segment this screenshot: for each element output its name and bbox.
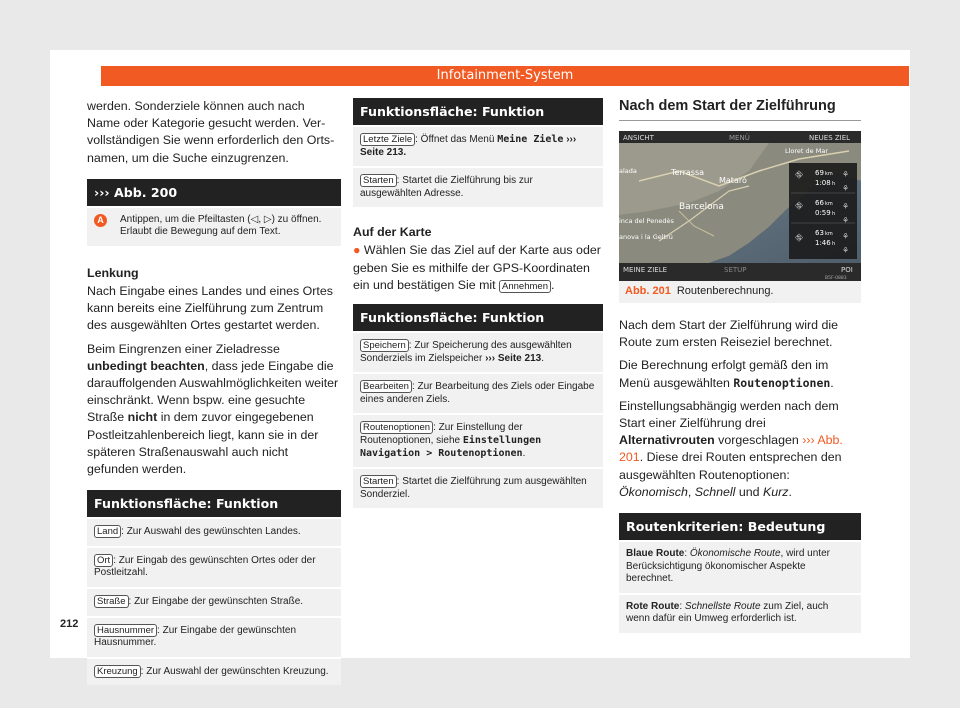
hausnummer-key: Hausnummer (94, 624, 157, 637)
route-km: 66 (815, 199, 824, 207)
route-km: 63 (815, 229, 824, 237)
routenkriterien-table (619, 513, 861, 633)
kreuzung-key: Kreuzung (94, 665, 141, 678)
place-label: Mataró (719, 176, 747, 185)
berechnung-paragraph: Die Berechnung erfolgt gemäß den im Menü ausgewählten Routenoptionen. (619, 358, 834, 390)
svg-text:⚘: ⚘ (842, 232, 850, 241)
karte-function-table (353, 304, 603, 508)
chapter-header: Infotainment-System (101, 66, 909, 86)
figure-code: B5F-0883 (825, 276, 847, 281)
column-right (619, 98, 861, 633)
bearbeiten-key: Bearbeiten (360, 380, 412, 393)
tab-ansicht: ANSICHT (623, 134, 654, 142)
table-row: Routenoptionen : Zur Einstellung der Routenoptionen, siehe Einstellungen Navigation > Routenoptionen. (353, 413, 603, 467)
strasse-key: Straße (94, 595, 129, 608)
svg-text:⚘: ⚘ (842, 184, 850, 193)
svg-text:h: h (832, 181, 836, 187)
table-row: Letzte Ziele : Öffnet das Menü Meine Ziele ››› Seite 213. (353, 125, 603, 166)
lenkung-heading: Lenkung (87, 266, 139, 280)
route-km: 69 (815, 169, 824, 177)
svg-text:⚘: ⚘ (842, 246, 850, 255)
place-label: Terrassa (671, 168, 705, 177)
callout-a-badge: A (94, 214, 107, 227)
table-row: Ort : Zur Eingab des gewünschten Ortes oder der Postleitzahl. (87, 546, 341, 587)
table-row: Land : Zur Auswahl des gewünschten Landes. (87, 517, 341, 546)
figure-abb201 (619, 131, 861, 303)
letzte-ziele-key: Letzte Ziele (360, 133, 415, 146)
eingrenzen-paragraph: Beim Eingrenzen einer Zieladresse unbedingt beachten, dass jede Eingabe die darauffolgenden Auswahlmöglichkeiten weiter einschränkt. Wenn bspw. eine gesuchte Straße nicht in dem zuvor eingegebenen Postleitzahlenbereich liegt, kann sie in der späteren Straßenauswahl auch nicht gefunden werden. (87, 341, 339, 477)
figure-caption: Abb. 201 Routenberechnung. (625, 285, 774, 297)
tab-setup: SETUP (724, 266, 747, 274)
route-icon: ⛗ (795, 233, 803, 244)
table-row: Blaue Route: Ökonomische Route, wird unter Berücksichtigung ökonomischer Aspekte berechnet. (619, 540, 861, 593)
tab-meine-ziele: MEINE ZIELE (623, 266, 668, 274)
alternativrouten-paragraph: Einstellungsabhängig werden nach dem Start einer Zielführung drei Alternativrouten vorgeschlagen ››› Abb. 201. Diese drei Routen entsprechen den ausgewählten Routenoptionen: Ökonomisch, Schnell und Kurz. (619, 398, 843, 499)
lenkung-paragraph: Nach Eingabe eines Landes und eines Ortes kann bereits eine Zielführung zum Zentrum des ausgewählten Ortes gestartet werden. (87, 284, 333, 333)
karte-paragraph: ● Wählen Sie das Ziel auf der Karte aus oder geben Sie es mithilfe der GPS-Koordinaten ein und bestätigen Sie mit Annehmen . (353, 243, 601, 292)
table-row: Speichern : Zur Speicherung des ausgewählten Sonderziels im Zielspeicher ››› Seite 213. (353, 331, 603, 372)
table-header: ››› Abb. 200 (87, 179, 341, 206)
column-middle (353, 98, 603, 508)
start-paragraph: Nach dem Start der Zielführung wird die Route zum ersten Reiseziel berechnet. (619, 318, 839, 350)
table-header: Routenkriterien: Bedeutung (619, 513, 861, 540)
svg-text:h: h (832, 211, 836, 217)
place-label: alada (619, 167, 637, 175)
starten-key: Starten (360, 174, 397, 187)
navigation-screen-image (619, 131, 861, 281)
route-time: 1:08 (815, 179, 831, 187)
svg-text:⚘: ⚘ (842, 170, 850, 179)
svg-text:⚘: ⚘ (842, 216, 850, 225)
intro-paragraph: werden. Sonderziele können auch nach Name oder Kategorie gesucht werden. Ver- vollständigen Sie wenn erforderlich den Orts- namen, um die Suche einzugrenzen. (87, 99, 335, 165)
route-icon: ⛗ (795, 170, 803, 181)
column-left (87, 98, 341, 685)
svg-text:h: h (832, 241, 836, 247)
place-label: anova i la Geltrú (619, 233, 673, 241)
karte-heading: Auf der Karte (353, 225, 432, 240)
table-row (87, 206, 341, 246)
route-time: 1:46 (815, 239, 831, 247)
bullet-icon: ● (353, 243, 361, 258)
page-number: 212 (60, 618, 79, 630)
table-row: Bearbeiten : Zur Bearbeitung des Ziels oder Eingabe eines anderen Ziels. (353, 372, 603, 413)
land-key: Land (94, 525, 121, 538)
place-label: Barcelona (679, 202, 724, 212)
tab-neues-ziel: NEUES ZIEL (809, 134, 851, 142)
svg-text:⚘: ⚘ (842, 202, 850, 211)
tab-poi: POI (841, 266, 853, 274)
tab-menue: MENÜ (729, 134, 750, 142)
table-row: Hausnummer : Zur Eingabe der gewünschten Hausnummer. (87, 616, 341, 657)
figure-reference: ››› Abb. 201 (619, 433, 843, 465)
lenkung-function-table (87, 490, 341, 685)
table-header: Funktionsfläche: Funktion (353, 304, 603, 331)
table-header: Funktionsfläche: Funktion (353, 98, 603, 125)
section-title: Nach dem Start der Zielführung (619, 98, 861, 121)
table-row: Starten : Startet die Zielführung zum ausgewählten Sonderziel. (353, 467, 603, 508)
svg-text:km: km (825, 171, 833, 177)
place-label: Lloret de Mar (785, 147, 829, 155)
routenoptionen-key: Routenoptionen (360, 421, 433, 434)
table-row: Rote Route: Schnellste Route zum Ziel, auch wenn dafür ein Umweg erforderlich ist. (619, 593, 861, 633)
manual-page (50, 50, 910, 677)
table-row: Kreuzung : Zur Auswahl der gewünschten Kreuzung. (87, 657, 341, 686)
ort-key: Ort (94, 554, 113, 567)
table-header: Funktionsfläche: Funktion (87, 490, 341, 517)
table-row: Starten : Startet die Zielführung bis zur ausgewählten Adresse. (353, 166, 603, 207)
letzte-ziele-table (353, 98, 603, 207)
svg-text:km: km (825, 231, 833, 237)
row-text: Antippen, um die Pfeiltasten (◁, ▷) zu öffnen. Erlaubt die Bewegung auf dem Text. (120, 213, 322, 238)
route-time: 0:59 (815, 209, 831, 217)
annehmen-key: Annehmen (499, 280, 551, 293)
place-label: inca del Penedès (619, 217, 674, 225)
route-icon: ⛗ (795, 201, 803, 212)
abb200-table (87, 179, 341, 246)
speichern-key: Speichern (360, 339, 409, 352)
starten-key: Starten (360, 475, 397, 488)
table-row: Straße : Zur Eingabe der gewünschten Straße. (87, 587, 341, 616)
svg-text:km: km (825, 201, 833, 207)
